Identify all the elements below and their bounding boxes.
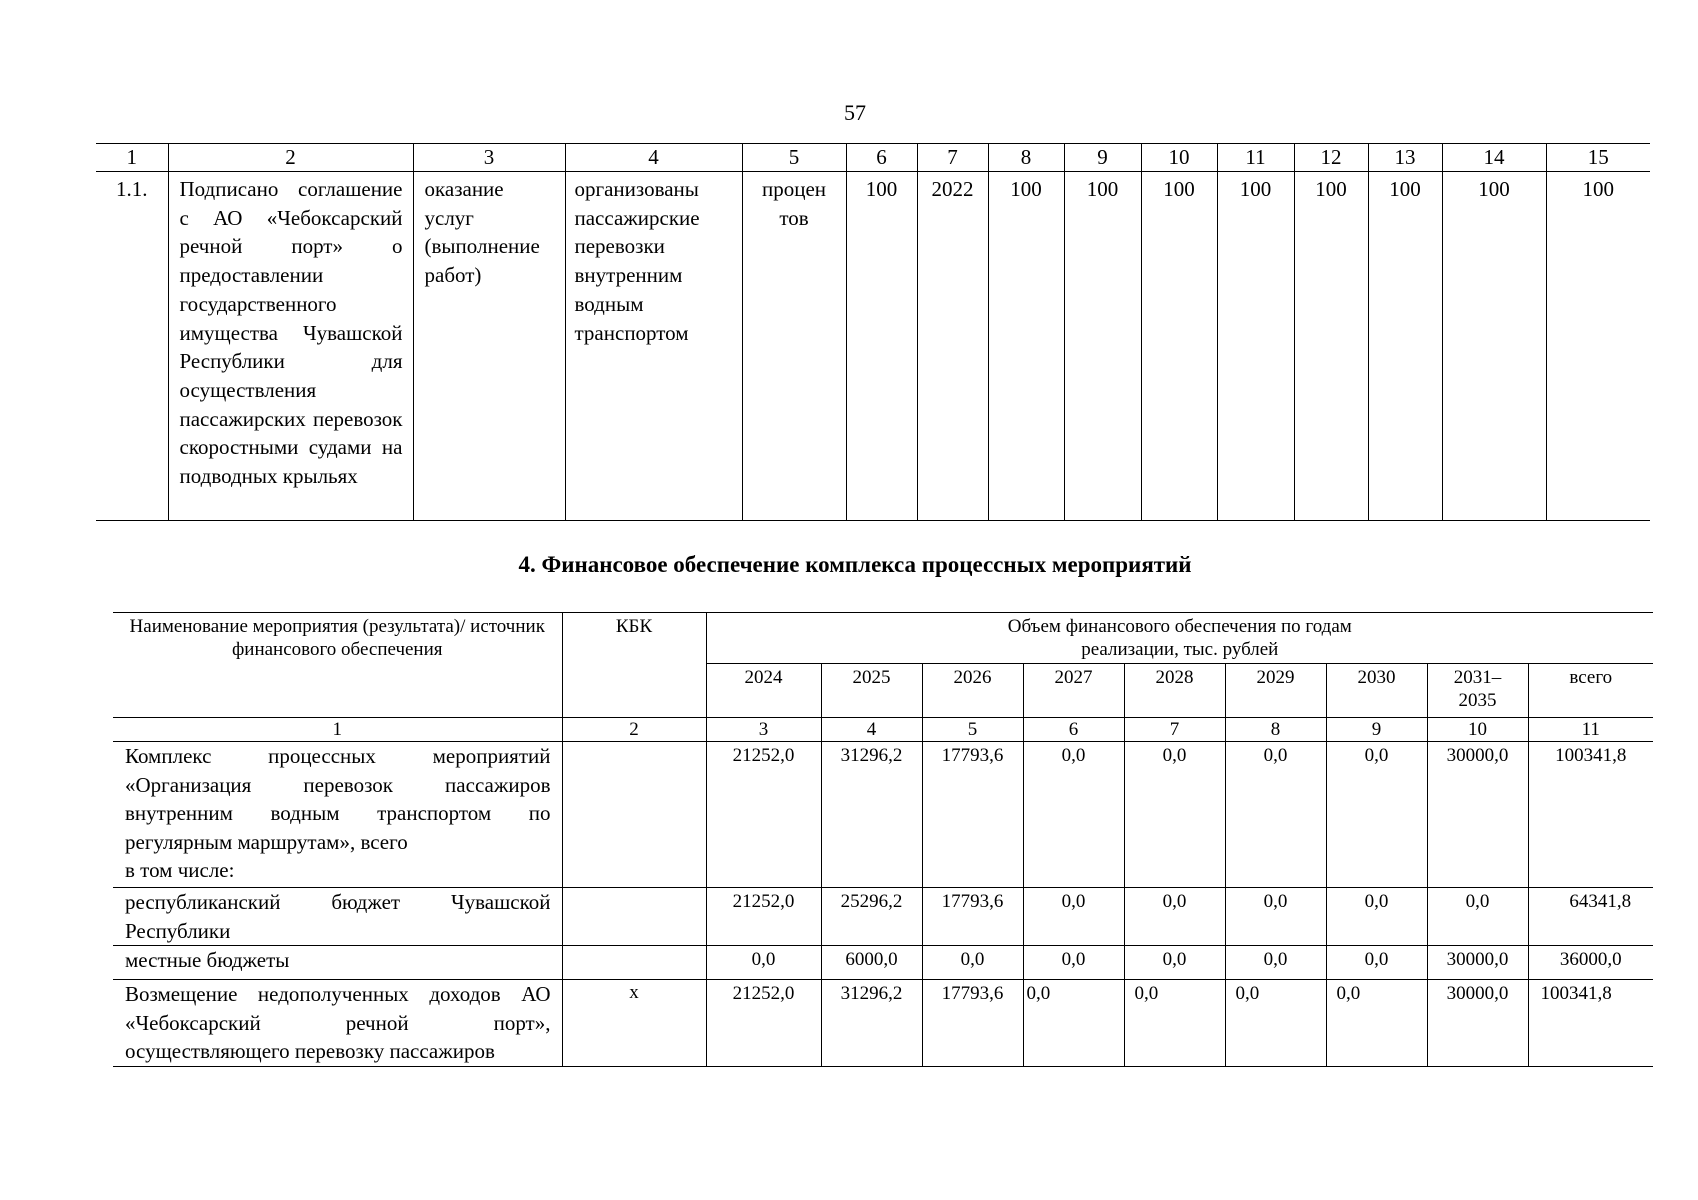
value-cell: 0,0 bbox=[706, 946, 821, 980]
row-kbk bbox=[562, 946, 706, 980]
row-kbk bbox=[562, 742, 706, 888]
value-2028: 100 bbox=[1294, 172, 1368, 521]
value-cell: 0,0 bbox=[1124, 888, 1225, 946]
head-volume: Объем финансового обеспечения по годам реализации, тыс. рублей bbox=[706, 613, 1653, 664]
unit-cell bbox=[742, 172, 846, 521]
year-header: 2030 bbox=[1326, 664, 1427, 718]
value-cell: 0,0 bbox=[1326, 742, 1427, 888]
table1-col-header: 8 bbox=[988, 144, 1064, 172]
value-cell: 21252,0 bbox=[706, 888, 821, 946]
value-cell: 30000,0 bbox=[1427, 946, 1528, 980]
value-cell: 0,0 bbox=[922, 946, 1023, 980]
col-number: 5 bbox=[922, 718, 1023, 742]
section-title: 4. Финансовое обеспечение комплекса процессных мероприятий bbox=[518, 552, 1192, 577]
value-cell: 0,0 bbox=[1326, 946, 1427, 980]
value-cell: 0,0 bbox=[1124, 742, 1225, 888]
value-cell: 31296,2 bbox=[821, 742, 922, 888]
indicators-table bbox=[96, 143, 1650, 521]
col-number: 9 bbox=[1326, 718, 1427, 742]
value-cell: 17793,6 bbox=[922, 742, 1023, 888]
value-2035: 100 bbox=[1546, 172, 1650, 521]
value-cell: 0,0 bbox=[1124, 946, 1225, 980]
financing-table bbox=[113, 612, 1653, 1067]
table-row bbox=[113, 980, 1653, 1067]
table1-header-row bbox=[96, 144, 1650, 172]
value-cell: 17793,6 bbox=[922, 980, 1023, 1067]
table1-col-header: 2 bbox=[168, 144, 413, 172]
value-cell: 0,0 bbox=[1023, 888, 1124, 946]
value-cell: 0,0 bbox=[1225, 980, 1326, 1067]
value-cell: 0,0 bbox=[1023, 980, 1124, 1067]
row-name-cell bbox=[113, 742, 562, 888]
table1-col-header: 9 bbox=[1064, 144, 1141, 172]
result-characteristic: организованы пассажирские перевозки внутренним водным транспортом bbox=[565, 172, 742, 521]
year-header: 2026 bbox=[922, 664, 1023, 718]
table2-header-row bbox=[113, 613, 1653, 664]
col-number: 10 bbox=[1427, 718, 1528, 742]
year-header: 2028 bbox=[1124, 664, 1225, 718]
table1-col-header: 1 bbox=[96, 144, 168, 172]
col-number: 7 bbox=[1124, 718, 1225, 742]
col-number: 6 bbox=[1023, 718, 1124, 742]
year-header: 2031–2035 bbox=[1427, 664, 1528, 718]
table2-numbers-row bbox=[113, 718, 1653, 742]
value-cell: 30000,0 bbox=[1427, 742, 1528, 888]
year-header: 2029 bbox=[1225, 664, 1326, 718]
row-kbk: х bbox=[562, 980, 706, 1067]
base-value: 100 bbox=[846, 172, 917, 521]
page-number: 57 bbox=[844, 100, 866, 125]
value-cell: 0,0 bbox=[1023, 946, 1124, 980]
value-cell: 0,0 bbox=[1326, 980, 1427, 1067]
value-cell: 30000,0 bbox=[1427, 980, 1528, 1067]
col-number: 8 bbox=[1225, 718, 1326, 742]
year-header: 2025 bbox=[821, 664, 922, 718]
value-cell: 0,0 bbox=[1427, 888, 1528, 946]
table1-col-header: 3 bbox=[413, 144, 565, 172]
value-cell: 100341,8 bbox=[1528, 742, 1653, 888]
value-cell: 21252,0 bbox=[706, 742, 821, 888]
value-cell: 0,0 bbox=[1124, 980, 1225, 1067]
head-name: Наименование мероприятия (результата)/ источник финансового обеспечения bbox=[113, 613, 562, 718]
result-type: оказание услуг (выполнение работ) bbox=[413, 172, 565, 521]
table1-col-header: 5 bbox=[742, 144, 846, 172]
unit: процентов bbox=[761, 177, 827, 230]
table1-col-header: 6 bbox=[846, 144, 917, 172]
table1-col-header: 13 bbox=[1368, 144, 1442, 172]
col-number: 1 bbox=[113, 718, 562, 742]
head-kbk: КБК bbox=[562, 613, 706, 718]
table1-col-header: 15 bbox=[1546, 144, 1650, 172]
row-note: в том числе: bbox=[125, 858, 235, 882]
table-row bbox=[113, 742, 1653, 888]
value-2026: 100 bbox=[1141, 172, 1217, 521]
col-number: 2 bbox=[562, 718, 706, 742]
row-name: Возмещение недополученных доходов АО «Чебоксарский речной порт», осуществляющего перевозку пассажиров bbox=[113, 980, 562, 1067]
year-header: 2027 bbox=[1023, 664, 1124, 718]
value-2029: 100 bbox=[1368, 172, 1442, 521]
value-2025: 100 bbox=[1064, 172, 1141, 521]
value-cell: 31296,2 bbox=[821, 980, 922, 1067]
row-name: республиканский бюджет Чувашской Республики bbox=[113, 888, 562, 946]
table1-col-header: 10 bbox=[1141, 144, 1217, 172]
table1-col-header: 12 bbox=[1294, 144, 1368, 172]
table-row bbox=[113, 888, 1653, 946]
value-cell: 17793,6 bbox=[922, 888, 1023, 946]
col-number: 11 bbox=[1528, 718, 1653, 742]
table-row bbox=[96, 172, 1650, 521]
result-name: Подписано соглашение с АО «Чебоксарский речной порт» о предоставлении государственного имущества Чувашской Республики для осуществления пассажирских перевозок скоростными судами на подводных крыльях bbox=[168, 172, 413, 521]
col-number: 3 bbox=[706, 718, 821, 742]
value-cell: 25296,2 bbox=[821, 888, 922, 946]
value-cell: 0,0 bbox=[1225, 888, 1326, 946]
value-cell: 6000,0 bbox=[821, 946, 922, 980]
year-header: всего bbox=[1528, 664, 1653, 718]
value-cell: 21252,0 bbox=[706, 980, 821, 1067]
table1-col-header: 7 bbox=[917, 144, 988, 172]
value-cell: 100341,8 bbox=[1528, 980, 1653, 1067]
row-number: 1.1. bbox=[96, 172, 168, 521]
value-cell: 0,0 bbox=[1326, 888, 1427, 946]
value-cell: 64341,8 bbox=[1528, 888, 1653, 946]
row-kbk bbox=[562, 888, 706, 946]
value-2027: 100 bbox=[1217, 172, 1294, 521]
row-name: местные бюджеты bbox=[113, 946, 562, 980]
value-2024: 100 bbox=[988, 172, 1064, 521]
table-row bbox=[113, 946, 1653, 980]
value-cell: 36000,0 bbox=[1528, 946, 1653, 980]
col-number: 4 bbox=[821, 718, 922, 742]
row-name: Комплекс процессных мероприятий «Организация перевозок пассажиров внутренним водным транспортом по регулярным маршрутам», всего bbox=[125, 744, 551, 854]
value-cell: 0,0 bbox=[1023, 742, 1124, 888]
value-cell: 0,0 bbox=[1225, 946, 1326, 980]
table1-col-header: 11 bbox=[1217, 144, 1294, 172]
table1-col-header: 14 bbox=[1442, 144, 1546, 172]
value-cell: 0,0 bbox=[1225, 742, 1326, 888]
value-2030: 100 bbox=[1442, 172, 1546, 521]
base-year: 2022 bbox=[917, 172, 988, 521]
year-header: 2024 bbox=[706, 664, 821, 718]
table1-col-header: 4 bbox=[565, 144, 742, 172]
